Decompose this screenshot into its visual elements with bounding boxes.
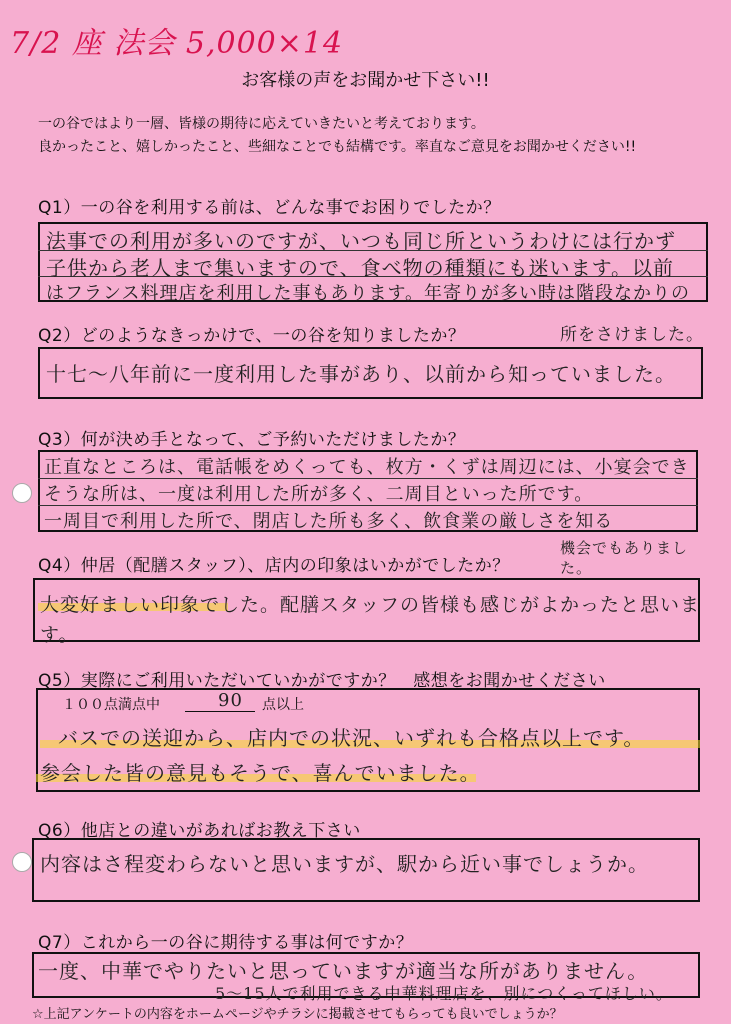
page-title: お客様の声をお聞かせ下さい!!: [241, 70, 490, 91]
question-q6: Q6）他店との違いがあればお教え下さい: [38, 821, 361, 841]
answer-q1-line-4: 所をさけました。: [560, 325, 704, 345]
answer-q1-line-2: 子供から老人まで集いますので、食べ物の種類にも迷います。以前: [46, 256, 674, 280]
score-underline: [185, 711, 255, 712]
answer-q3-line-1: 正直なところは、電話帳をめくっても、枚方・くずは周辺には、小宴会でき: [44, 457, 690, 478]
question-q2: Q2）どのようなきっかけで、一の谷を知りましたか？: [38, 326, 466, 346]
binder-hole-bottom: [12, 852, 32, 872]
intro-line-1: 一の谷ではより一層、皆様の期待に応えていきたいと考えております。: [38, 116, 485, 132]
intro-line-2: 良かったこと、嬉しかったこと、些細なことでも結構です。率直なご意見をお聞かせください!!: [38, 139, 637, 155]
answer-q3-line-2: そうな所は、一度は利用した所が多く、二周目といった所です。: [44, 484, 594, 505]
answer-q1-line-3: はフランス料理店を利用した事もあります。年寄りが多い時は階段なかりの: [46, 283, 691, 304]
handwritten-header-note: 7/2 座 法会 5,000×14: [10, 26, 344, 61]
question-q7: Q7）これから一の谷に期待する事は何ですか？: [38, 933, 414, 953]
answer-q1-line-1: 法事での利用が多いのですが、いつも同じ所というわけには行かず: [46, 229, 676, 253]
answer-q5-line-2: 参会した皆の意見もそうで、喜んでいました。: [40, 761, 481, 785]
question-q4: Q4）仲居（配膳スタッフ）、店内の印象はいかがでしたか？: [38, 556, 510, 576]
answer-q3-line-3: 一周目で利用した所で、閉店した所も多く、飲食業の厳しさを知る: [44, 511, 614, 532]
answer-q7-line-1: 一度、中華でやりたいと思っていますが適当な所がありません。: [38, 959, 649, 983]
score-suffix: 点以上: [262, 697, 304, 713]
footer-consent-question: ☆上記アンケートの内容をホームページやチラシに掲載させてもらっても良いでしょうか？: [32, 1007, 563, 1022]
question-q1: Q1）一の谷を利用する前は、どんな事でお困りでしたか？: [38, 198, 501, 218]
score-value: 90: [218, 690, 243, 711]
question-q5: Q5）実際にご利用いただいていかがですか？ 感想をお聞かせください: [38, 671, 606, 691]
binder-hole-top: [12, 483, 32, 503]
answer-q2-line-1: 十七～八年前に一度利用した事があり、以前から知っていました。: [46, 362, 676, 386]
score-prefix: １００点満点中: [62, 697, 160, 713]
answer-q6-line-1: 内容はさ程変わらないと思いますが、駅から近い事でしょうか。: [40, 852, 649, 876]
answer-q7-line-2: 5～15人で利用できる中華料理店を、別につくってほしい。: [215, 984, 673, 1003]
answer-q3-line-4: 機会でもありました。: [560, 539, 689, 577]
question-q3: Q3）何が決め手となって、ご予約いただけましたか？: [38, 430, 466, 450]
answer-q5-line-1: バスでの送迎から、店内での状況、いずれも合格点以上です。: [58, 726, 645, 750]
answer-q4-line-1: 大変好ましい印象でした。配膳スタッフの皆様も感じがよかったと思います。: [40, 594, 701, 646]
